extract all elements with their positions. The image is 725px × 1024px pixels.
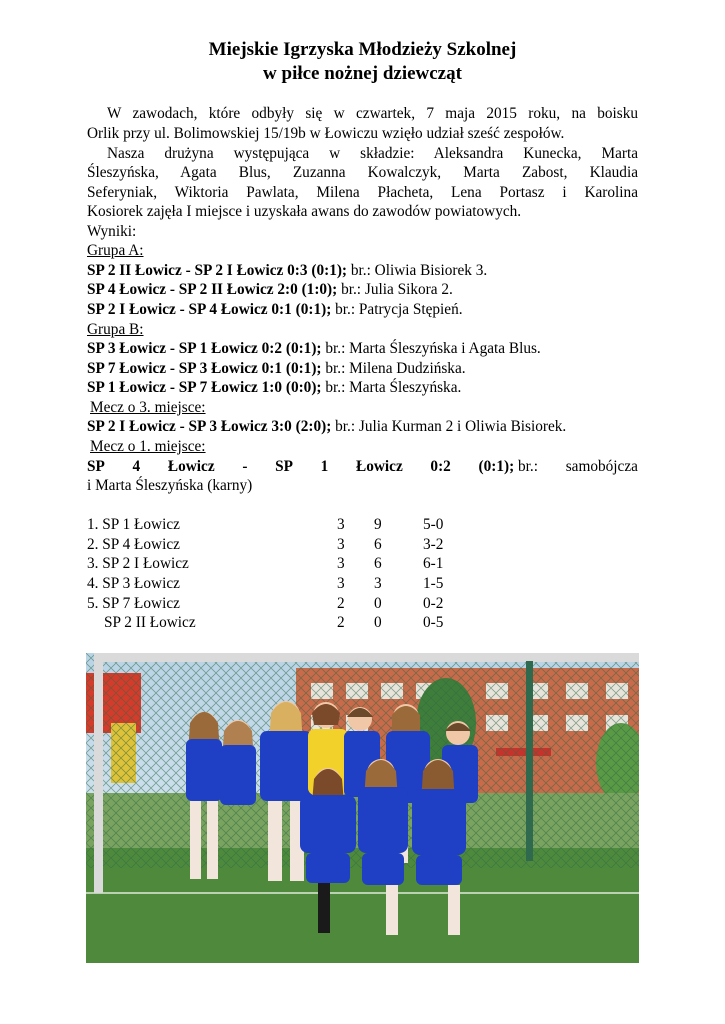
intro-line-4: Śleszyńska, Agata Blus, Zuzanna Kowalczyk, Marta Zabost, Klaudia [87,164,638,181]
document-page: Miejskie Igrzyska Młodzieży Szkolnej w piłce nożnej dziewcząt W zawodach, które odbyły się w czwartek, 7 maja 2015 roku, na boisku Orlik przy ul. Bolimowskiej 15/19b w Łowiczu wzięło udział sześć zespołów. Nasza drużyna występująca w składzie: Aleksandra Kunecka, Marta Śleszyńska, Agata Blus, Zuzanna Kowalczyk, Marta Zabost, Klaudia Seferyniak, Wiktoria Pawlata, Milena Płacheta, Lena Portasz i Karolina Kosiorek zajęła I miejsce i uzyskała awans do zawodów powiatowych. Wyniki: Grupa A: SP 2 II Łowicz - SP 2 I Łowicz 0:3 (0:1); br.: Oliwia Bisiorek 3. SP 4 Łowicz - SP 2 II Łowicz 2:0 (1:0); br.: Julia Sikora 2. SP 2 I Łowicz - SP 4 Łowicz 0:1 (0:1); br.: Patrycja Stępień. Grupa B: SP 3 Łowicz - SP 1 Łowicz 0:2 (0:1); br.: Marta Śleszyńska i Agata Blus. SP 7 Łowicz - SP 3 Łowicz 0:1 (0:1); br.: Milena Dudzińska. SP 1 Łowicz - SP 7 Łowicz 1:0 (0:0); br.: Marta Śleszyńska. Mecz o 3. miejsce: SP 2 I Łowicz - SP 3 Łowicz 3:0 (2:0); br.: Julia Kurman 2 i Oliwia Bisiorek. Mecz o 1. miejsce: SP 4 Łowicz - SP 1 Łowicz 0:2 (0:1); br.: samobójcza i Marta Śleszyńska (karny) 1. SP 1 Łowicz 3 9 5-0 2. SP 4 Łowicz 3 6 3-2 3. SP 2 I Łowicz 3 6 6-1 4. SP 3 Łowicz 3 3 1-5 5. SP 7 Łowicz 2 0 0-2 SP 2 II Łowicz 2 0 0-5 [0,0,725,1024]
match-row: SP 2 I Łowicz - SP 4 Łowicz 0:1 (0:1); br.: Patrycja Stępień. [87,301,463,318]
title-line-1: Miejskie Igrzyska Młodzieży Szkolnej [208,39,517,60]
match-row: SP 1 Łowicz - SP 7 Łowicz 1:0 (0:0); br.: Marta Śleszyńska. [87,379,462,396]
intro-line-2: Orlik przy ul. Bolimowskiej 15/19b w Łowiczu wzięło udział sześć zespołów. [87,125,565,142]
match-row: SP 4 Łowicz - SP 2 II Łowicz 2:0 (1:0); br.: Julia Sikora 2. [87,281,453,298]
match-row: SP 2 I Łowicz - SP 3 Łowicz 3:0 (2:0); br.: Julia Kurman 2 i Oliwia Bisiorek. [87,418,567,435]
match-row: SP 3 Łowicz - SP 1 Łowicz 0:2 (0:1); br.: Marta Śleszyńska i Agata Blus. [87,340,541,357]
final-match-row: SP 4 Łowicz - SP 1 Łowicz 0:2 (0:1); br.: samobójcza [87,458,638,475]
goal-post [94,653,103,893]
match-row: SP 7 Łowicz - SP 3 Łowicz 0:1 (0:1); br.: Milena Dudzińska. [87,360,466,377]
first-place-label: Mecz o 1. miejsce: [90,438,206,455]
group-b-label: Grupa B: [87,321,144,338]
team-photo-image [86,653,639,963]
third-place-label: Mecz o 3. miejsce: [90,399,206,416]
results-label: Wyniki: [87,223,137,240]
intro-line-6: Kosiorek zajęła I miejsce i uzyskała awans do zawodów powiatowych. [87,203,522,220]
title-line-2: w piłce nożnej dziewcząt [263,63,462,84]
team-photo [86,653,639,963]
intro-line-1: W zawodach, które odbyły się w czwartek, 7 maja 2015 roku, na boisku [107,105,638,122]
match-row: SP 2 II Łowicz - SP 2 I Łowicz 0:3 (0:1); br.: Oliwia Bisiorek 3. [87,262,488,279]
intro-line-5: Seferyniak, Wiktoria Pawlata, Milena Płacheta, Lena Portasz i Karolina [87,184,638,201]
intro-line-3: Nasza drużyna występująca w składzie: Aleksandra Kunecka, Marta [107,145,638,162]
group-a-label: Grupa A: [87,242,144,259]
final-scorers-line: i Marta Śleszyńska (karny) [87,477,253,494]
